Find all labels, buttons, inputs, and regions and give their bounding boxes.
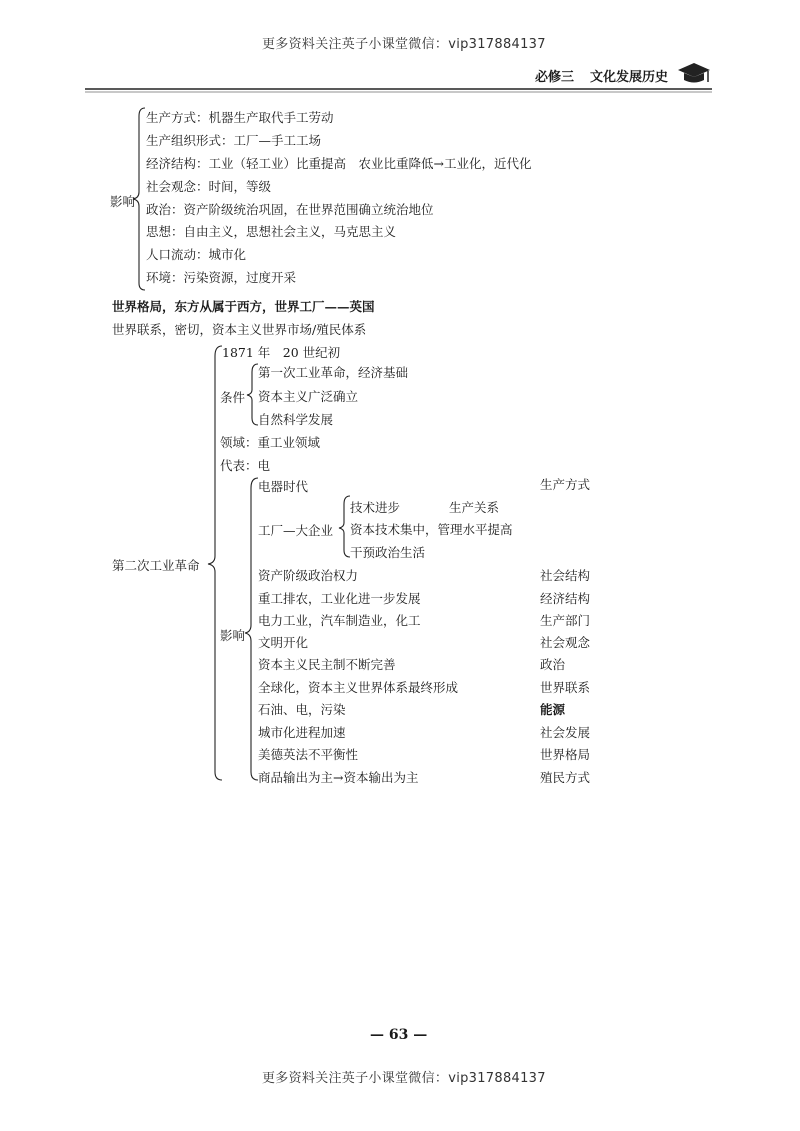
impact-category: 经济结构: [540, 591, 591, 606]
condition-item: 资本主义广泛确立: [258, 389, 359, 404]
world-pattern: 世界格局，东方从属于西方，世界工厂——英国: [112, 299, 375, 314]
representative-line: 代表：电: [220, 458, 271, 473]
first-impact-item: 人口流动：城市化: [146, 247, 247, 262]
first-impact-item: 经济结构：工业（轻工业）比重提高 农业比重降低→工业化，近代化: [146, 156, 532, 171]
factory-item: 技术进步: [350, 500, 401, 515]
factory-label: 工厂—大企业: [258, 523, 334, 538]
impact-item: 重工排农，工业化进一步发展: [258, 591, 421, 606]
first-impact-item: 思想：自由主义，思想社会主义，马克思主义: [146, 224, 397, 239]
first-impact-label: 影响: [110, 194, 136, 209]
conditions-label: 条件: [220, 390, 246, 405]
impact-category: 能源: [540, 702, 566, 717]
condition-item: 自然科学发展: [258, 412, 334, 427]
first-impact-item: 生产方式：机器生产取代手工劳动: [146, 110, 334, 125]
first-impact-item: 环境：污染资源，过度开采: [146, 270, 297, 285]
impact-category: 社会观念: [540, 635, 591, 650]
bottom-watermark: 更多资料关注英子小课堂微信：vip317884137: [262, 1071, 546, 1086]
impact-label: 影响: [220, 628, 246, 643]
first-impact-item: 政治：资产阶级统治巩固，在世界范围确立统治地位: [146, 202, 434, 217]
factory-item: 资本技术集中，管理水平提高: [350, 522, 513, 537]
book-label: 必修三: [535, 70, 575, 85]
first-impact-item: 生产组织形式：工厂—手工工场: [146, 133, 322, 148]
impact-category: 政治: [540, 657, 566, 672]
first-impact-item: 社会观念：时间，等级: [146, 179, 272, 194]
impact-item: 全球化，资本主义世界体系最终形成: [258, 680, 459, 695]
electric-age: 电器时代: [258, 479, 309, 494]
impact-item: 美德英法不平衡性: [258, 747, 359, 762]
impact-category: 殖民方式: [540, 770, 591, 785]
impact-category: 社会结构: [540, 568, 591, 583]
impact-category: 世界联系: [540, 680, 591, 695]
impact-category: 生产部门: [540, 613, 591, 628]
impact-item: 商品输出为主→资本输出为主: [258, 770, 419, 785]
second-revolution-time: 1871 年 20 世纪初: [222, 345, 341, 360]
impact-item: 资本主义民主制不断完善: [258, 657, 396, 672]
top-watermark: 更多资料关注英子小课堂微信：vip317884137: [262, 37, 546, 52]
page-number: — 63 —: [370, 1027, 428, 1043]
world-link: 世界联系，密切，资本主义世界市场/殖民体系: [112, 322, 367, 337]
field-line: 领域：重工业领域: [220, 435, 321, 450]
impact-item: 城市化进程加速: [258, 725, 346, 740]
factory-item: 干预政治生活: [350, 545, 426, 560]
condition-item: 第一次工业革命，经济基础: [258, 365, 409, 380]
second-revolution-title: 第二次工业革命: [112, 558, 200, 573]
impact-item: 文明开化: [258, 635, 309, 650]
impact-item: 资产阶级政治权力: [258, 568, 359, 583]
impact-item: 石油、电，污染: [258, 702, 346, 717]
impact-category: 世界格局: [540, 747, 591, 762]
factory-item-category: 生产关系: [449, 500, 500, 515]
subject-label: 文化发展历史: [590, 70, 669, 85]
electric-age-category: 生产方式: [540, 477, 591, 492]
impact-item: 电力工业，汽车制造业，化工: [258, 613, 421, 628]
impact-category: 社会发展: [540, 725, 591, 740]
